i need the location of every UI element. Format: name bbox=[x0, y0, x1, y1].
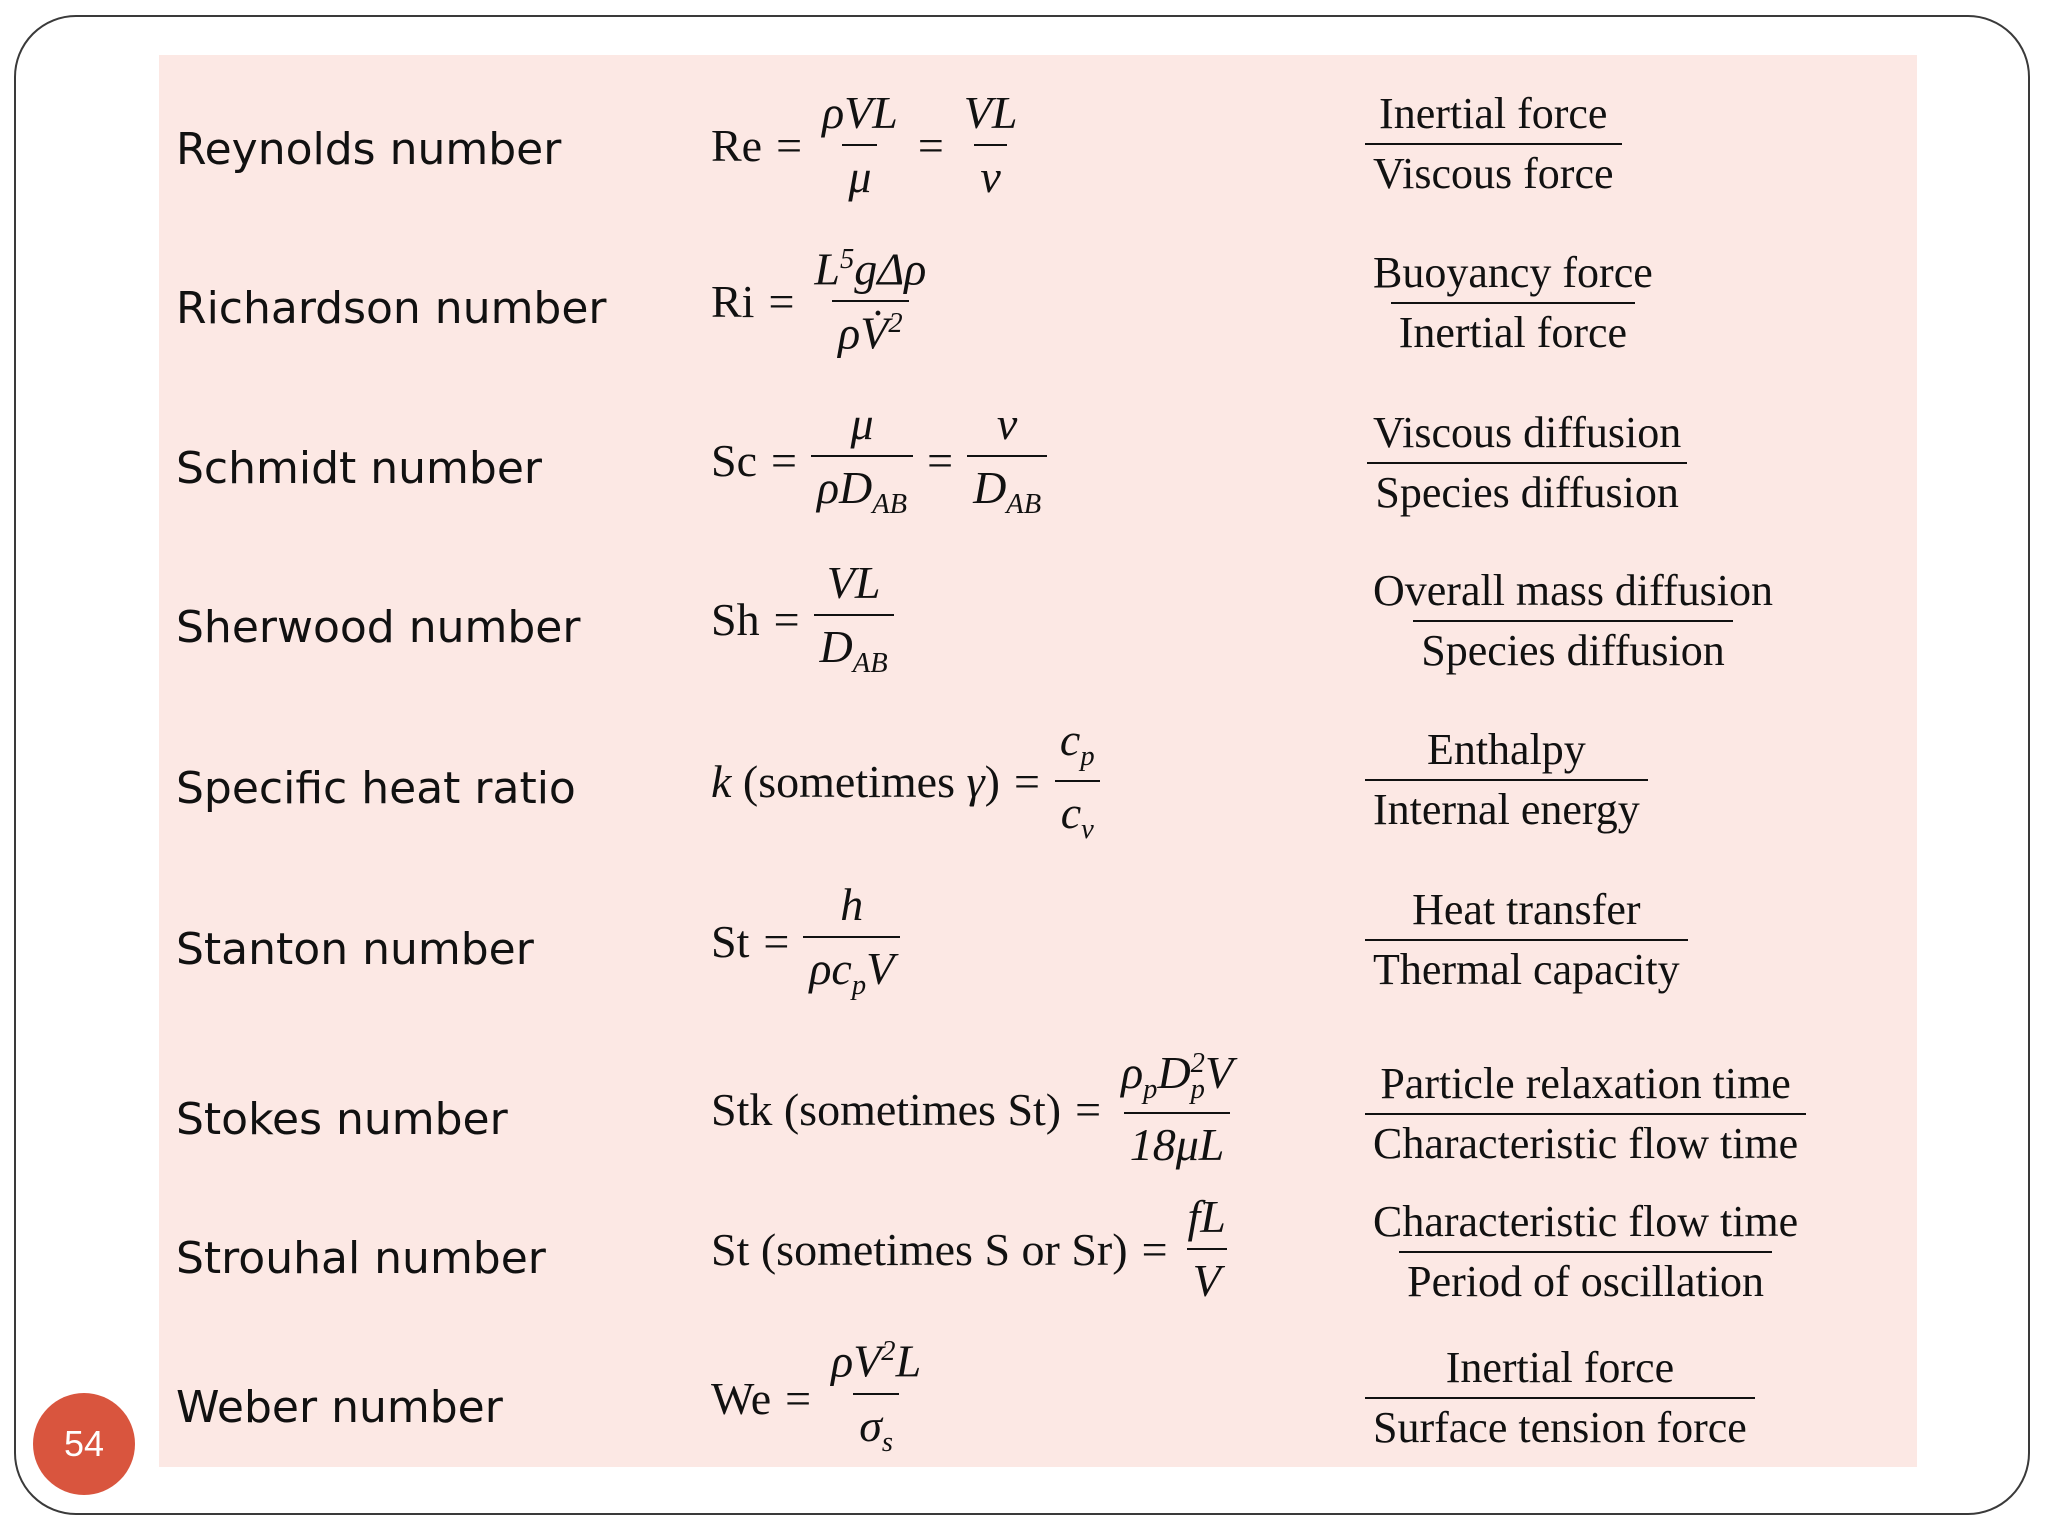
row-stanton bbox=[159, 875, 1917, 1001]
equals-sign: = bbox=[1013, 755, 1040, 807]
row-strouhal bbox=[159, 1185, 1917, 1305]
formula-lhs: St bbox=[711, 915, 750, 967]
equals-sign: = bbox=[771, 434, 797, 486]
lhs-close-paren: ) bbox=[984, 755, 1000, 807]
numerator: fL bbox=[1187, 1191, 1226, 1242]
formula-lhs: Sc bbox=[711, 434, 757, 486]
ratio-bottom: Species diffusion bbox=[1413, 620, 1733, 674]
ratio-top: Heat transfer bbox=[1412, 885, 1641, 934]
numerator: μ bbox=[850, 397, 874, 449]
formula bbox=[711, 714, 1101, 846]
row-stokes bbox=[159, 1045, 1917, 1171]
row-name: Stanton number bbox=[176, 924, 534, 975]
formula bbox=[711, 397, 1047, 520]
numerator-rest: gΔρ bbox=[854, 243, 927, 294]
fraction bbox=[803, 878, 900, 1001]
row-name: Stokes number bbox=[176, 1094, 508, 1145]
row-name: Strouhal number bbox=[176, 1233, 546, 1284]
ratio-top: Characteristic flow time bbox=[1373, 1197, 1799, 1246]
symbol-v-dot: V̇ bbox=[860, 307, 889, 359]
exponent: 5 bbox=[840, 243, 855, 275]
symbol-rho: ρ bbox=[1121, 1046, 1144, 1098]
formula-lhs: Stk (sometimes St) bbox=[711, 1083, 1062, 1135]
row-name: Richardson number bbox=[176, 283, 607, 334]
symbol-d: D bbox=[973, 461, 1007, 513]
row-sherwood bbox=[159, 555, 1917, 679]
fraction bbox=[1054, 714, 1101, 846]
ratio bbox=[1365, 727, 1648, 833]
exponent: 2 bbox=[881, 1336, 896, 1368]
formula-lhs: We bbox=[711, 1372, 772, 1424]
ratio-bottom: Surface tension force bbox=[1365, 1397, 1755, 1451]
numerator: VL bbox=[826, 556, 881, 608]
formula-lhs: St (sometimes S or Sr) bbox=[711, 1223, 1128, 1275]
ratio-top: Overall mass diffusion bbox=[1373, 566, 1774, 615]
numerator: VL bbox=[963, 87, 1018, 138]
lhs-sometimes: (sometimes bbox=[742, 755, 955, 807]
symbol-L: L bbox=[814, 243, 841, 294]
numerator: h bbox=[840, 878, 864, 930]
denominator bbox=[811, 455, 913, 520]
ratio-top: Buoyancy force bbox=[1373, 248, 1653, 297]
equals-sign: = bbox=[1075, 1083, 1102, 1135]
ratio-bottom: Period of oscillation bbox=[1399, 1251, 1772, 1305]
ratio-bottom: Characteristic flow time bbox=[1365, 1113, 1806, 1167]
formula bbox=[711, 241, 932, 361]
equals-sign: = bbox=[1141, 1223, 1168, 1275]
symbol-rho-v: ρV bbox=[831, 1335, 882, 1387]
ratio-bottom: Internal energy bbox=[1365, 779, 1648, 833]
symbol-d: D bbox=[1157, 1046, 1191, 1098]
row-name: Specific heat ratio bbox=[176, 763, 576, 814]
denominator bbox=[803, 936, 900, 1001]
denominator bbox=[1055, 780, 1100, 845]
denominator: V bbox=[1187, 1248, 1227, 1304]
fraction bbox=[811, 397, 913, 520]
fraction bbox=[1182, 1191, 1232, 1306]
formula bbox=[711, 1335, 927, 1458]
fraction bbox=[958, 87, 1024, 202]
formula-lhs: Re bbox=[711, 119, 763, 171]
symbol-k: k bbox=[711, 755, 732, 807]
formula bbox=[711, 878, 900, 1001]
row-name: Weber number bbox=[176, 1382, 503, 1433]
formula-lhs: Ri bbox=[711, 275, 755, 327]
symbol-c: c bbox=[1059, 714, 1081, 766]
subscript: s bbox=[881, 1427, 894, 1458]
numerator bbox=[808, 243, 932, 300]
ratio-bottom: Inertial force bbox=[1391, 302, 1635, 356]
ratio bbox=[1365, 568, 1781, 674]
formula-lhs: Sh bbox=[711, 593, 760, 645]
subscript: p bbox=[1080, 741, 1095, 773]
denominator bbox=[832, 300, 908, 359]
symbol-l: L bbox=[895, 1335, 922, 1387]
equals-sign: = bbox=[776, 119, 803, 171]
formula-lhs bbox=[711, 755, 1000, 808]
subscript: AB bbox=[1006, 488, 1042, 520]
equals-sign: = bbox=[785, 1372, 812, 1424]
symbol-rho-c: ρc bbox=[809, 942, 852, 994]
ratio-top: Inertial force bbox=[1445, 1343, 1675, 1392]
ratio bbox=[1365, 91, 1622, 197]
ratio bbox=[1365, 1061, 1806, 1167]
denominator: μ bbox=[842, 144, 877, 200]
fraction bbox=[814, 556, 894, 679]
numerator: ρVL bbox=[822, 87, 898, 138]
ratio-bottom: Species diffusion bbox=[1367, 462, 1687, 516]
ratio-bottom: Viscous force bbox=[1365, 143, 1622, 197]
symbol-v: V bbox=[1204, 1046, 1234, 1098]
subscript: p bbox=[851, 969, 867, 1001]
denominator bbox=[853, 1393, 899, 1458]
denominator: ν bbox=[974, 144, 1006, 200]
numerator bbox=[825, 1335, 927, 1392]
fraction bbox=[1115, 1046, 1239, 1171]
numerator: ν bbox=[996, 397, 1018, 449]
ratio bbox=[1365, 1199, 1806, 1305]
subscript: p bbox=[1190, 1074, 1205, 1106]
symbol-c: c bbox=[1060, 787, 1082, 838]
symbol-d: D bbox=[819, 620, 853, 672]
subscript: p bbox=[1143, 1073, 1158, 1105]
symbol-rho-d: ρD bbox=[816, 461, 873, 513]
ratio bbox=[1365, 250, 1661, 356]
row-name: Schmidt number bbox=[176, 443, 542, 494]
row-reynolds bbox=[159, 75, 1917, 202]
row-weber bbox=[159, 1330, 1917, 1458]
numerator bbox=[1115, 1046, 1239, 1113]
ratio bbox=[1365, 1345, 1755, 1451]
equals-sign: = bbox=[773, 593, 800, 645]
ratio-bottom: Thermal capacity bbox=[1365, 939, 1688, 993]
row-name: Sherwood number bbox=[176, 602, 581, 653]
symbol-rho: ρ bbox=[838, 307, 861, 359]
exponent: 2 bbox=[888, 308, 903, 339]
superscript: 2 bbox=[1190, 1048, 1205, 1080]
symbol-sigma: σ bbox=[859, 1399, 882, 1451]
symbol-v: V bbox=[866, 942, 895, 994]
row-schmidt bbox=[159, 398, 1917, 518]
fraction bbox=[825, 1335, 927, 1458]
ratio-top: Enthalpy bbox=[1426, 725, 1586, 774]
symbol-gamma: γ bbox=[966, 755, 985, 807]
fraction bbox=[808, 243, 932, 359]
ratio-top: Inertial force bbox=[1379, 89, 1608, 138]
equation-panel bbox=[159, 55, 1917, 1467]
row-specific-heat-ratio bbox=[159, 714, 1917, 846]
subscript: AB bbox=[872, 488, 908, 520]
page-number-badge: 54 bbox=[33, 1393, 135, 1495]
fraction bbox=[816, 87, 904, 202]
equals-sign: = bbox=[768, 275, 795, 327]
subscript: v bbox=[1081, 814, 1094, 846]
formula bbox=[711, 85, 1023, 205]
fraction bbox=[967, 397, 1047, 520]
denominator bbox=[814, 614, 894, 679]
ratio-top: Particle relaxation time bbox=[1380, 1059, 1791, 1108]
row-name: Reynolds number bbox=[176, 124, 562, 175]
row-richardson bbox=[159, 235, 1917, 359]
formula bbox=[711, 1189, 1232, 1309]
ratio bbox=[1365, 410, 1689, 516]
denominator: 18μL bbox=[1124, 1112, 1231, 1168]
formula bbox=[711, 1046, 1239, 1171]
equals-sign: = bbox=[917, 119, 944, 171]
equals-sign: = bbox=[763, 915, 790, 967]
formula bbox=[711, 556, 894, 679]
ratio bbox=[1365, 887, 1688, 993]
denominator bbox=[967, 455, 1047, 520]
subscript: AB bbox=[852, 647, 888, 679]
numerator bbox=[1054, 714, 1101, 780]
equals-sign: = bbox=[927, 434, 954, 486]
ratio-top: Viscous diffusion bbox=[1373, 408, 1682, 457]
